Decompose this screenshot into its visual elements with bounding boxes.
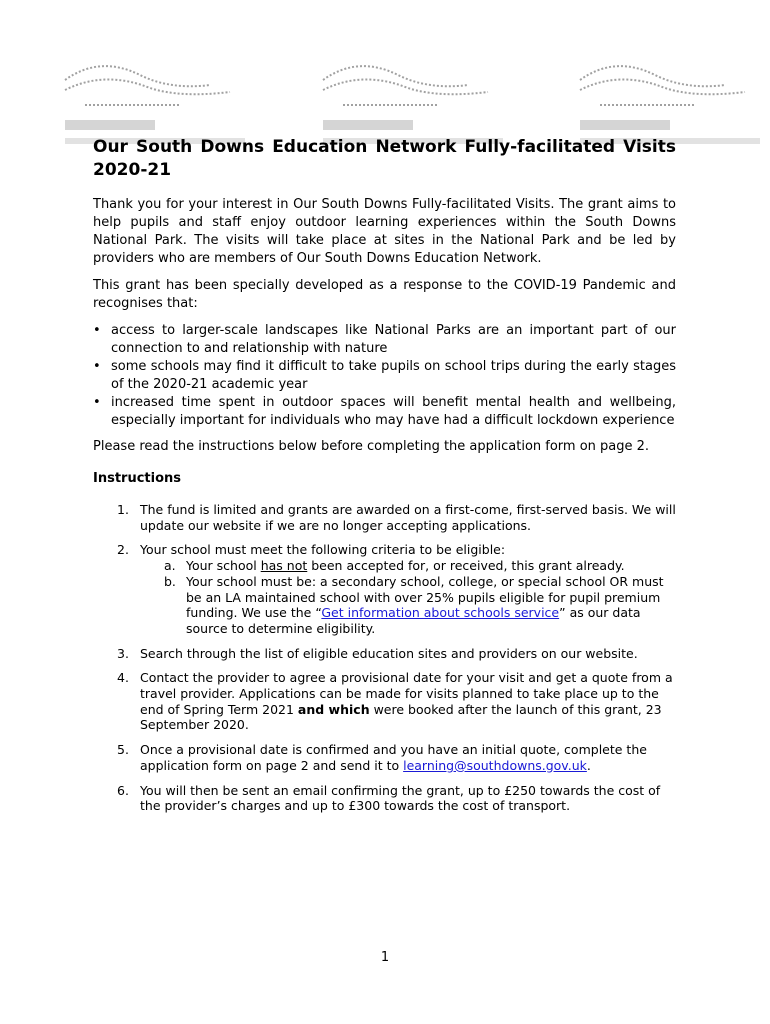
step-number: 2. xyxy=(117,542,129,558)
step-text-bold: and which xyxy=(297,701,370,717)
read-instructions-paragraph: Please read the instructions below before completing the application form on page 2. xyxy=(93,439,650,454)
covid-intro-paragraph: This grant has been specially developed as a response to the COVID-19 Pandemic and recognises that: xyxy=(93,278,676,311)
criterion-underlined: has not xyxy=(260,558,308,574)
instruction-step-5 xyxy=(93,742,676,773)
criteria-list xyxy=(140,558,676,637)
list-item: • access to larger-scale landscapes like National Parks are an important part of our connection to and relationship with nature xyxy=(93,322,676,358)
page-number: 1 xyxy=(380,950,390,965)
learning-email-link[interactable]: learning@southdowns.gov.uk xyxy=(403,757,587,773)
instruction-step-1 xyxy=(93,502,676,533)
page-title: Our South Downs Education Network Fully-facilitated Visits 2020-21 xyxy=(93,137,676,180)
step-number: 1. xyxy=(117,502,129,517)
south-downs-logo xyxy=(575,50,770,150)
criterion-text-pre: Your school xyxy=(186,558,261,574)
criterion-letter: b. xyxy=(164,573,176,589)
document-body xyxy=(93,136,676,823)
criterion-letter: a. xyxy=(164,558,176,574)
instructions-heading: Instructions xyxy=(93,471,182,486)
instructions-list xyxy=(93,502,676,814)
step-number: 5. xyxy=(117,742,129,758)
instruction-step-4 xyxy=(93,670,676,733)
list-item: • increased time spent in outdoor spaces will benefit mental health and wellbeing, especially important for individuals who may have had a difficult lockdown experience xyxy=(93,394,676,430)
step-text-pre: Once a provisional date is confirmed and you have an initial quote, complete the application form on page 2 and send it to xyxy=(140,742,647,773)
step-text-pre: Contact the provider to agree a provisional date for your visit and get a quote from a travel provider. Applications can be made for visits planned to take place up to the end of Spring Term 2021 xyxy=(140,670,673,717)
recognition-list xyxy=(93,322,676,430)
step-text-post: . xyxy=(586,757,591,773)
south-downs-logo xyxy=(60,50,260,150)
criterion-text-post: been accepted for, or received, this grant already. xyxy=(307,558,625,574)
step-number: 4. xyxy=(117,670,129,686)
instruction-step-6 xyxy=(93,783,676,814)
south-downs-logo-graphic xyxy=(318,50,518,150)
instruction-step-2 xyxy=(93,542,676,636)
intro-paragraph: Thank you for your interest in Our South Downs Fully-facilitated Visits. The grant aims to help pupils and staff enjoy outdoor learning experiences within the South Downs National Park. The visits will take place at sites in the National Park and be led by providers who are members of Our South Downs Education Network. xyxy=(93,197,676,266)
step-number: 6. xyxy=(117,782,129,798)
list-item: • some schools may find it difficult to take pupils on school trips during the early stages of the 2020-21 academic year xyxy=(93,358,676,394)
instruction-step-3 xyxy=(93,646,676,662)
step-text: Your school must meet the following criteria to be eligible: xyxy=(140,542,506,558)
south-downs-logo xyxy=(318,50,518,150)
criterion-a xyxy=(140,558,676,574)
header-band xyxy=(0,40,770,150)
step-number: 3. xyxy=(117,645,129,661)
step-text: You will then be sent an email confirming the grant, up to £250 towards the cost of the provider’s charges and up to £300 towards the cost of transport. xyxy=(140,782,661,814)
criterion-text-post: ” as our data source to determine eligibility. xyxy=(186,605,641,636)
criterion-text-pre: Your school must be: a secondary school, college, or special school OR must be an LA maintained school with over 25% pupils eligible for pupil premium funding. We use the “ xyxy=(186,573,664,621)
step-text-post: were booked after the launch of this grant, 23 September 2020. xyxy=(140,701,662,733)
criterion-b xyxy=(140,574,676,637)
step-text: Search through the list of eligible education sites and providers on our website. xyxy=(140,645,638,661)
south-downs-logo-graphic xyxy=(575,50,770,150)
step-text: The fund is limited and grants are awarded on a first-come, first-served basis. We will update our website if we are no longer accepting applications. xyxy=(140,502,676,533)
south-downs-logo-graphic xyxy=(60,50,260,150)
get-information-about-schools-link[interactable]: Get information about schools service xyxy=(321,605,560,621)
